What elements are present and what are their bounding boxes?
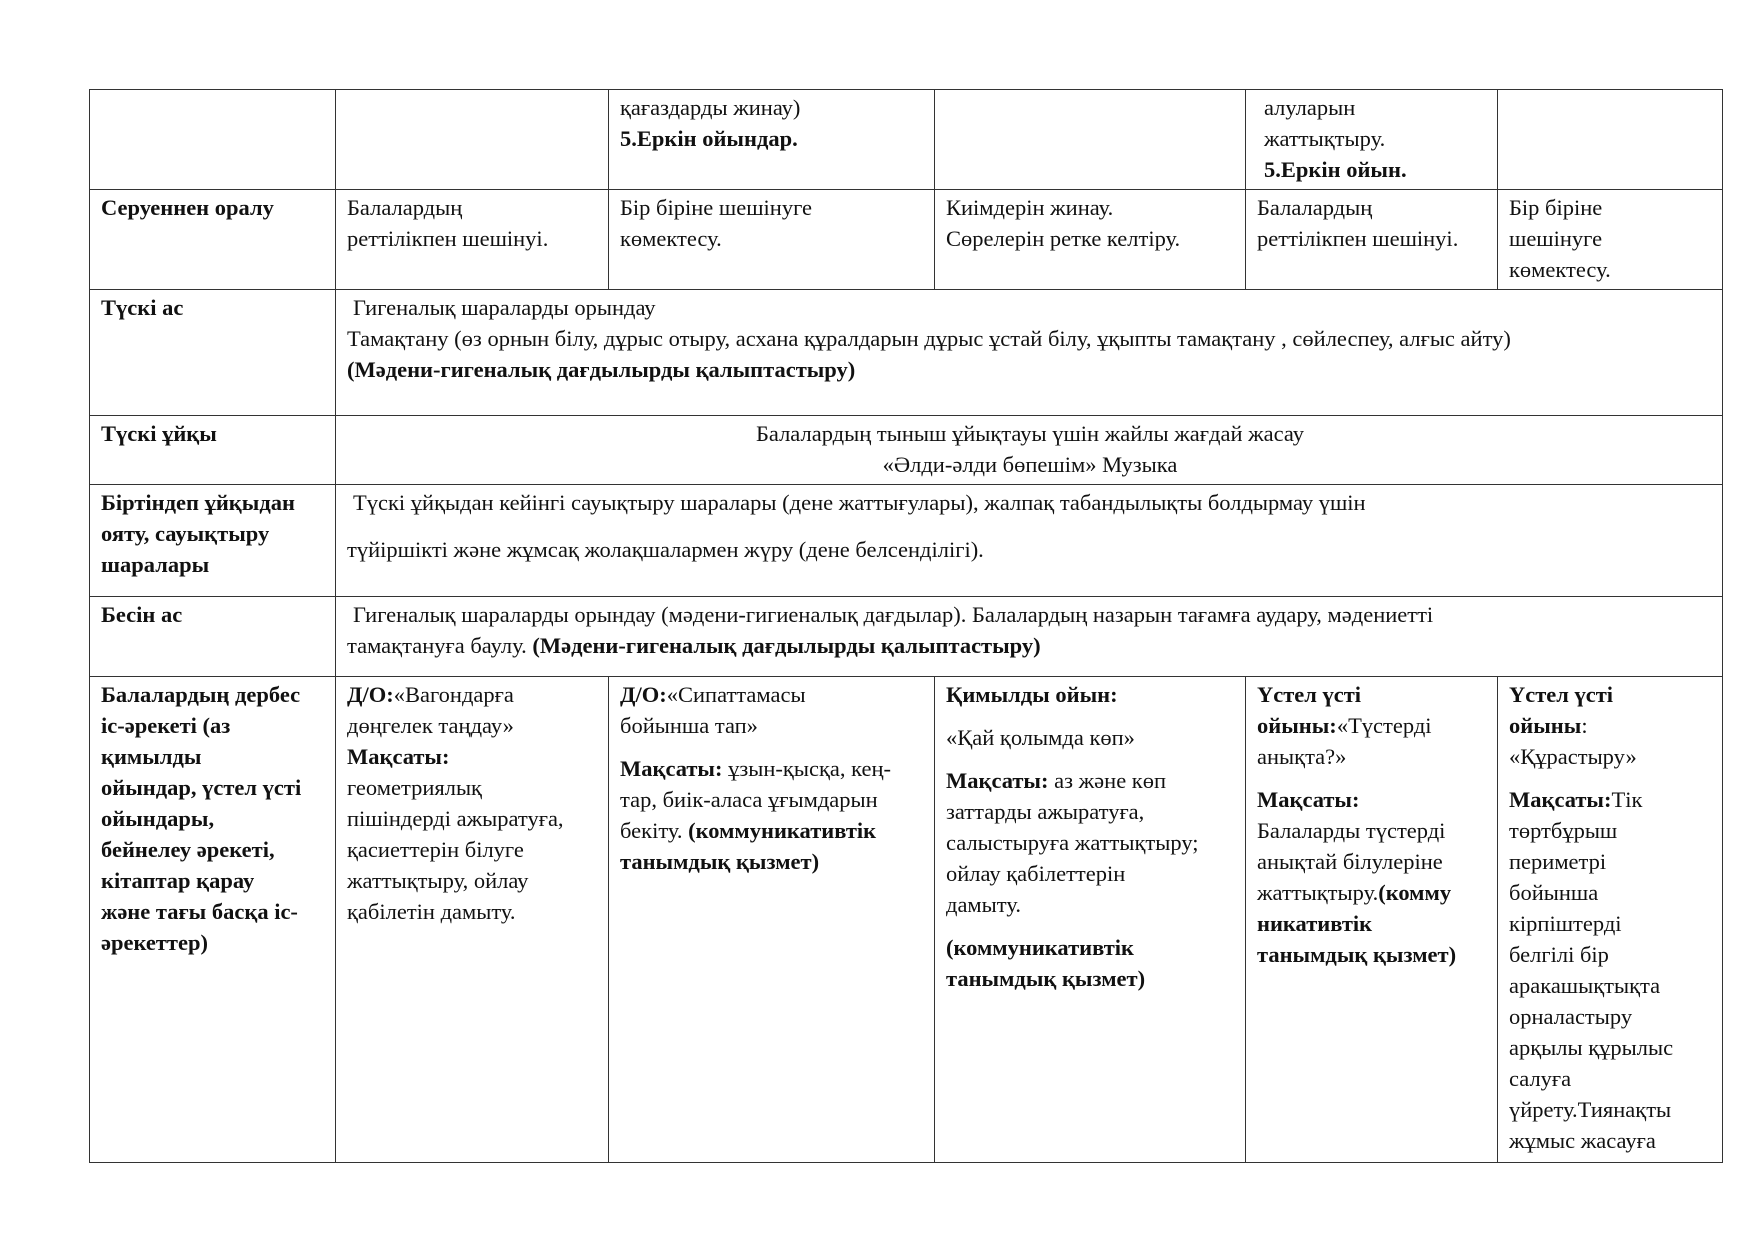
goal-text: Тік xyxy=(1611,787,1643,812)
table-row xyxy=(90,416,1723,485)
goal-text: ұзын-қысқа, кең- xyxy=(722,756,892,781)
cell-text: бойынша тап» xyxy=(620,713,758,738)
cell-text: қасиеттерін білуге xyxy=(347,837,524,862)
table-cell xyxy=(336,190,609,290)
cell-text: салуға xyxy=(1509,1066,1572,1091)
table-cell xyxy=(609,190,935,290)
label-line: іс-әрекеті (аз xyxy=(101,713,231,738)
cell-text: түйіршікті және жұмсақ жолақшалармен жүру (дене белсенділігі). xyxy=(347,537,984,562)
cell-text: 5.Еркін ойындар. xyxy=(620,126,798,151)
label-line: қимылды xyxy=(101,744,202,769)
table-row xyxy=(90,597,1723,677)
game-type: Үстел үсті xyxy=(1257,682,1362,707)
cell-text: белгілі бір xyxy=(1509,942,1609,967)
activity-type: никативтік xyxy=(1257,911,1373,936)
merged-cell xyxy=(336,416,1723,485)
label-line: әрекеттер) xyxy=(101,930,208,955)
cell-text: дамыту. xyxy=(946,892,1021,917)
cell-text: Бір біріне шешінуге xyxy=(620,195,812,220)
table-row xyxy=(90,90,1723,190)
label-line: ойындар, үстел үсті xyxy=(101,775,302,800)
cell-text: Балалардың xyxy=(347,195,463,220)
cell-text xyxy=(1257,877,1488,908)
table-cell xyxy=(1498,90,1723,190)
cell-text xyxy=(1509,784,1713,815)
label-line: және тағы басқа іс- xyxy=(101,899,298,924)
cell-text-plain: тамақтануға баулу. xyxy=(347,633,533,658)
cell-text xyxy=(1509,710,1713,741)
cell-text: үйрету.Тиянақты xyxy=(1509,1097,1672,1122)
table-row xyxy=(90,485,1723,597)
cell-text: бойынша xyxy=(1509,880,1599,905)
cell-text: аракашықтықта xyxy=(1509,973,1661,998)
game-type: ойыны xyxy=(1509,713,1582,738)
table-cell xyxy=(90,90,336,190)
goal-text: аз және көп xyxy=(1048,768,1167,793)
label-line: бейнелеу әрекеті, xyxy=(101,837,275,862)
cell-text xyxy=(347,679,599,710)
game-title: «Түстерді xyxy=(1336,713,1432,738)
table-cell xyxy=(609,90,935,190)
game-type: ойыны: xyxy=(1257,713,1337,738)
cell-text: Балалардың xyxy=(1257,195,1373,220)
table-row xyxy=(90,677,1723,1163)
cell-text: салыстыруға жаттықтыру; xyxy=(946,830,1199,855)
goal-text: жаттықтыру. xyxy=(1257,880,1379,905)
game-title: «Сипаттамасы xyxy=(666,682,806,707)
label-line: ояту, сауықтыру xyxy=(101,521,270,546)
schedule-page xyxy=(89,89,1722,1163)
cell-text: (Мәдени-гигеналық дағдылырды қалыптастыру) xyxy=(347,357,856,382)
merged-cell xyxy=(336,597,1723,677)
cell-text xyxy=(620,753,925,784)
cell-text: Бір біріне xyxy=(1509,195,1603,220)
cell-text: қабілетін дамыту. xyxy=(347,899,516,924)
row-label xyxy=(90,485,336,597)
game-title: «Вагондарға xyxy=(393,682,514,707)
game-type: Қимылды ойын: xyxy=(946,682,1118,707)
activity-type: танымдық қызмет) xyxy=(1257,942,1457,967)
cell-text xyxy=(1257,710,1488,741)
goal-label: Мақсаты: xyxy=(1257,787,1360,812)
cell-text: арқылы құрылыс xyxy=(1509,1035,1674,1060)
label-line: кітаптар қарау xyxy=(101,868,255,893)
cell-text-plain: : xyxy=(1581,713,1588,738)
activity-type: (коммуникативтік xyxy=(946,935,1134,960)
cell-text: жаттықтыру. xyxy=(1264,126,1386,151)
cell-text: Гигеналық шараларды орындау xyxy=(353,295,656,320)
cell-text: геометриялық xyxy=(347,775,482,800)
table-cell xyxy=(935,90,1246,190)
game-title: «Құрастыру» xyxy=(1509,744,1637,769)
label-line: Біртіндеп ұйқыдан xyxy=(101,490,295,515)
merged-cell xyxy=(336,290,1723,416)
game-type: Д/О: xyxy=(620,682,667,707)
cell-text: ойлау қабілеттерін xyxy=(946,861,1126,886)
table-cell xyxy=(935,677,1246,1163)
cell-text: реттілікпен шешінуі. xyxy=(347,226,549,251)
label-line: ойындары, xyxy=(101,806,215,831)
table-row xyxy=(90,190,1723,290)
activity-type: (коммуникативтік xyxy=(688,818,877,843)
row-label: Түскі ұйқы xyxy=(90,416,336,485)
cell-text: Сөрелерін ретке келтіру. xyxy=(946,226,1181,251)
cell-text: шешінуге xyxy=(1509,226,1603,251)
cell-text xyxy=(620,815,925,846)
cell-text: тар, биік-аласа ұғымдарын xyxy=(620,787,878,812)
activity-type: танымдық қызмет) xyxy=(946,966,1146,991)
cell-text: анықтай білулеріне xyxy=(1257,849,1443,874)
table-cell xyxy=(1498,677,1723,1163)
cell-text: жаттықтыру, ойлау xyxy=(347,868,529,893)
table-cell xyxy=(1498,190,1723,290)
cell-text: Гигеналық шараларды орындау (мәдени-гигиеналық дағдылар). Балалардың назарын тағамға аудару, мәдениетті xyxy=(353,602,1434,627)
table-cell xyxy=(1246,677,1498,1163)
table-cell xyxy=(336,677,609,1163)
cell-text: орналастыру xyxy=(1509,1004,1633,1029)
cell-text: көмектесу. xyxy=(1509,257,1611,282)
cell-text: қағаздарды жинау) xyxy=(620,95,801,120)
cell-text: периметрі xyxy=(1509,849,1607,874)
cell-text: пішіндерді ажыратуға, xyxy=(347,806,564,831)
row-label: Бесін ас xyxy=(90,597,336,677)
cell-text: Балаларды түстерді xyxy=(1257,818,1446,843)
cell-text: реттілікпен шешінуі. xyxy=(1257,226,1459,251)
cell-text: Тамақтану (өз орнын білу, дұрыс отыру, асхана құралдарын дұрыс ұстай білу, ұқыпты тамақтану , сөйлеспеу, алғыс айту) xyxy=(347,326,1511,351)
goal-label: Мақсаты: xyxy=(1509,787,1612,812)
row-label: Серуеннен оралу xyxy=(90,190,336,290)
activity-type: танымдық қызмет) xyxy=(620,849,820,874)
cell-text: көмектесу. xyxy=(620,226,722,251)
goal-label: Мақсаты: xyxy=(347,744,450,769)
cell-text: Түскі ұйқыдан кейінгі сауықтыру шаралары (дене жаттығулары), жалпақ табандылықты болдырмау үшін xyxy=(353,490,1366,515)
cell-text: кірпіштерді xyxy=(1509,911,1622,936)
table-cell xyxy=(935,190,1246,290)
cell-text: дөңгелек таңдау» xyxy=(347,713,514,738)
cell-text: «Әлди-әлди бөпешім» Музыка xyxy=(882,452,1178,477)
table-cell xyxy=(609,677,935,1163)
merged-cell xyxy=(336,485,1723,597)
cell-text: Балалардың тыныш ұйықтауы үшін жайлы жағдай жасау xyxy=(755,421,1305,446)
goal-label: Мақсаты: xyxy=(946,768,1049,793)
cell-text: төртбұрыш xyxy=(1509,818,1618,843)
table-cell xyxy=(1246,90,1498,190)
row-label xyxy=(90,677,336,1163)
game-type: Д/О: xyxy=(347,682,394,707)
cell-text xyxy=(620,679,925,710)
table-cell xyxy=(1246,190,1498,290)
cell-text-bold: (Мәдени-гигеналық дағдылырды қалыптастыру) xyxy=(532,633,1041,658)
game-title: «Қай қолымда көп» xyxy=(946,725,1135,750)
schedule-table xyxy=(89,89,1723,1163)
cell-text: жұмыс жасауға xyxy=(1509,1128,1656,1153)
label-line: шаралары xyxy=(101,552,210,577)
row-label: Түскі ас xyxy=(90,290,336,416)
label-line: Балалардың дербес xyxy=(101,682,301,707)
cell-text xyxy=(946,765,1236,796)
table-row xyxy=(90,290,1723,416)
cell-text: Киімдерін жинау. xyxy=(946,195,1114,220)
cell-text: алуларын xyxy=(1264,95,1356,120)
goal-text: бекіту. xyxy=(620,818,689,843)
game-title: анықта?» xyxy=(1257,744,1347,769)
cell-text: заттарды ажыратуға, xyxy=(946,799,1145,824)
goal-label: Мақсаты: xyxy=(620,756,723,781)
activity-type: (комму xyxy=(1378,880,1452,905)
game-type: Үстел үсті xyxy=(1509,682,1614,707)
cell-text: 5.Еркін ойын. xyxy=(1264,157,1407,182)
table-cell xyxy=(336,90,609,190)
cell-text xyxy=(347,630,1713,661)
